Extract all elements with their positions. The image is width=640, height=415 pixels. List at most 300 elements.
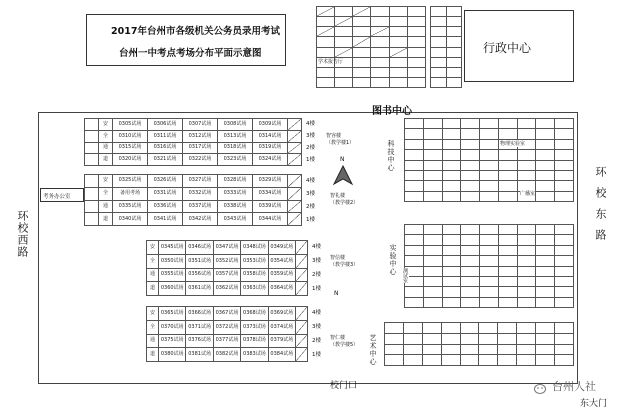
side-mark: 全 [147,255,159,269]
grid-cell [443,235,462,245]
exam-room: 0379试场 [269,335,296,349]
ceshi-tag: 测试室 [402,268,408,283]
exam-room: 0356试场 [186,269,213,283]
grid-cell [385,345,404,356]
grid-cell [480,235,499,245]
grid-cell [404,345,423,356]
floor-label: 2楼 [312,272,321,278]
grid-cell [555,181,574,191]
compass-icon [332,164,354,190]
top-right-small-grid [430,6,462,88]
grid-cell [479,323,498,334]
grid-cell [461,119,480,129]
grid-cell [536,119,555,129]
grid-cell [424,181,443,191]
grid-cell [461,171,480,181]
grid-cell [517,334,536,345]
exam-room: 0364试场 [269,282,296,296]
exam-block-4 [146,306,308,362]
grid-cell [424,140,443,150]
grid-cell [536,192,555,202]
grid-cell [480,277,499,287]
grid-cell [499,119,518,129]
grid-cell [461,256,480,266]
exam-room: 0307试场 [183,119,218,131]
grid-cell [480,287,499,297]
science-center-grid [404,118,574,202]
grid-cell [405,150,424,160]
title-box [86,14,286,66]
grid-cell [536,256,555,266]
grid-cell [517,355,536,366]
floor-label: 3楼 [312,258,321,264]
library-center-label: 图书中心 [372,106,412,117]
exam-room: 0333试场 [218,188,253,201]
grid-cell [555,150,574,160]
grid-cell [424,277,443,287]
grid-cell [480,119,499,129]
grid-cell [555,256,574,266]
lab-center-grid [404,224,574,308]
grid-cell [424,267,443,277]
art-center-label: 艺术中心 [369,334,377,366]
exam-room: 0324试场 [253,154,288,166]
side-mark: 安 [147,241,159,255]
floor-label: 2楼 [306,145,315,151]
grid-cell [499,287,518,297]
exam-room: 0376试场 [186,335,213,349]
grid-cell [461,298,480,308]
exam-room: 0366试场 [186,307,213,321]
exam-room: 0341试场 [148,213,183,226]
grid-cell [443,171,462,181]
side-mark: 安 [99,119,113,131]
grid-cell [479,355,498,366]
grid-cell [480,171,499,181]
grid-cell [405,140,424,150]
grid-cell [405,129,424,139]
grid-cell [518,298,537,308]
grid-cell [536,287,555,297]
grid-cell [499,171,518,181]
north-label-2: N [334,290,339,297]
side-mark: 安 [147,307,159,321]
watermark-label: 台州人社 [552,380,596,393]
grid-cell [480,161,499,171]
grid-cell [443,267,462,277]
exam-room: 0380试场 [159,348,186,362]
grid-cell [499,192,518,202]
grid-cell [518,150,537,160]
exam-room: 0360试场 [159,282,186,296]
grid-cell [518,246,537,256]
grid-cell [424,171,443,181]
title-line1: 2017年台州市各级机关公务员录用考试 [111,26,280,37]
grid-cell [461,235,480,245]
grid-cell [405,246,424,256]
floor-label: 4楼 [312,244,321,250]
grid-cell [424,192,443,202]
grid-cell [518,267,537,277]
grid-cell [424,119,443,129]
grid-cell [461,287,480,297]
grid-cell [499,150,518,160]
grid-cell [405,181,424,191]
grid-cell [461,129,480,139]
exam-office-box [40,188,84,202]
grid-cell [443,150,462,160]
exam-room: 0348试场 [241,241,268,255]
exam-room: 0337试场 [183,201,218,214]
exam-room: 0313试场 [218,131,253,143]
grid-cell [518,119,537,129]
grid-cell [442,334,461,345]
building-label: 智礼楼 （教学楼2） [330,193,359,206]
exam-block-3 [146,240,308,296]
grid-cell [480,181,499,191]
grid-cell [499,256,518,266]
exam-room: 0335试场 [113,201,148,214]
grid-cell [499,225,518,235]
exam-room: 0370试场 [159,321,186,335]
exam-room: 0305试场 [113,119,148,131]
exam-room: 0308试场 [218,119,253,131]
grid-cell [555,287,574,297]
grid-cell [405,119,424,129]
east-road-label: 环校东路 [594,166,607,250]
floor-label: 2楼 [312,338,321,344]
grid-cell [518,235,537,245]
building-label: 智仁楼 （教学楼5） [330,335,359,348]
grid-cell [461,150,480,160]
exam-room: 0365试场 [159,307,186,321]
grid-cell [479,334,498,345]
grid-cell [424,225,443,235]
grid-cell [536,129,555,139]
admin-center-box [464,10,574,82]
floor-label: 1楼 [312,286,321,292]
grid-cell [479,345,498,356]
exam-room: 0378试场 [241,335,268,349]
exam-room: 0316试场 [148,143,183,155]
grid-cell [536,150,555,160]
exam-room: 0319试场 [253,143,288,155]
grid-cell [423,355,442,366]
grid-cell [442,323,461,334]
grid-cell [536,161,555,171]
exam-room: 0374试场 [269,321,296,335]
grid-cell [536,323,555,334]
grid-cell [555,129,574,139]
side-mark: 全 [99,131,113,143]
grid-cell [405,161,424,171]
grid-cell [555,119,574,129]
exam-room: 0383试场 [241,348,268,362]
grid-cell [555,323,574,334]
grid-cell [461,225,480,235]
exam-room: 0358试场 [241,269,268,283]
grid-cell [424,298,443,308]
exam-room: 0332试场 [183,188,218,201]
grid-cell [461,345,480,356]
west-road-label: 环校西路 [16,210,29,258]
grid-cell [405,256,424,266]
floor-label: 2楼 [306,204,315,210]
grid-cell [461,323,480,334]
grid-cell [555,334,574,345]
grid-cell [443,277,462,287]
grid-cell [443,298,462,308]
grid-cell [443,246,462,256]
grid-cell [424,150,443,160]
exam-room: 0362试场 [214,282,241,296]
exam-room: 0377试场 [214,335,241,349]
exam-block-2 [84,174,302,226]
grid-cell [443,119,462,129]
grid-cell [536,334,555,345]
grid-cell [442,355,461,366]
exam-room: 0346试场 [186,241,213,255]
grid-cell [443,225,462,235]
exam-room: 0381试场 [186,348,213,362]
grid-cell [555,246,574,256]
grid-cell [461,334,480,345]
exam-room: 0323试场 [218,154,253,166]
exam-room: 0369试场 [269,307,296,321]
grid-cell [555,225,574,235]
exam-room: 0363试场 [241,282,268,296]
exam-room: 0349试场 [269,241,296,255]
grid-cell [461,267,480,277]
floor-label: 4楼 [306,121,315,127]
grid-cell [499,161,518,171]
exam-office-label: 考务办公室 [43,194,71,200]
grid-cell [443,161,462,171]
grid-cell [499,267,518,277]
grid-cell [424,256,443,266]
grid-cell [536,355,555,366]
side-mark: 道 [99,213,113,226]
grid-cell [518,129,537,139]
side-mark: 道 [147,282,159,296]
side-mark: 通 [147,269,159,283]
grid-cell [498,345,517,356]
exam-room: 0359试场 [269,269,296,283]
grid-cell [424,235,443,245]
grid-cell [480,129,499,139]
floor-label: 3楼 [306,133,315,139]
exam-room: 0322试场 [183,154,218,166]
grid-cell [555,140,574,150]
grid-cell [555,267,574,277]
lab-tag: 物理实验室 [500,141,526,147]
grid-cell [443,256,462,266]
exam-room: 0334试场 [253,188,288,201]
grid-cell [555,298,574,308]
grid-cell [461,246,480,256]
grid-cell [405,298,424,308]
top-small-label: 学术报告厅 [318,59,344,65]
exam-room: 0331试场 [148,188,183,201]
exam-room: 0312试场 [183,131,218,143]
exam-room: 0357试场 [214,269,241,283]
grid-cell [480,140,499,150]
grid-cell [385,334,404,345]
grid-cell [518,225,537,235]
grid-cell [424,129,443,139]
grid-cell [518,287,537,297]
exam-room: 0343试场 [218,213,253,226]
exam-room: 0321试场 [148,154,183,166]
exam-room: 0353试场 [241,255,268,269]
grid-cell [518,161,537,171]
exam-room: 0375试场 [159,335,186,349]
grid-cell [555,192,574,202]
wechat-icon [534,380,548,392]
exam-room: 0338试场 [218,201,253,214]
grid-cell [423,323,442,334]
science-center-label: 科技中心 [387,140,395,172]
grid-cell [385,323,404,334]
grid-cell [499,298,518,308]
exam-room: 0311试场 [148,131,183,143]
grid-cell [536,235,555,245]
grid-cell [461,181,480,191]
exam-room: 0372试场 [214,321,241,335]
guang-tag: 广播室 [520,191,536,197]
grid-cell [536,171,555,181]
building-label: 智信楼 （教学楼3） [330,255,359,268]
side-mark: 全 [99,188,113,201]
grid-cell [555,345,574,356]
grid-cell [536,298,555,308]
exam-room: 0350试场 [159,255,186,269]
floor-label: 3楼 [312,324,321,330]
exam-room: 0384试场 [269,348,296,362]
exam-room: 0336试场 [148,201,183,214]
building-label: 智容楼 （教学楼1） [326,133,355,146]
grid-cell [536,181,555,191]
exam-room: 0352试场 [214,255,241,269]
grid-cell [405,192,424,202]
floor-label: 1楼 [312,352,321,358]
grid-cell [536,140,555,150]
grid-cell [443,287,462,297]
exam-room: 0347试场 [214,241,241,255]
side-mark: 全 [147,321,159,335]
grid-cell [536,345,555,356]
side-mark: 通 [99,201,113,214]
exam-room: 0371试场 [186,321,213,335]
exam-room: 0317试场 [183,143,218,155]
grid-cell [480,192,499,202]
exam-room: 0345试场 [159,241,186,255]
exam-room: 0309试场 [253,119,288,131]
grid-cell [443,181,462,191]
grid-cell [536,225,555,235]
grid-cell [499,129,518,139]
grid-cell [443,140,462,150]
exam-room: 0368试场 [241,307,268,321]
grid-cell [442,345,461,356]
grid-cell [555,277,574,287]
exam-block-1 [84,118,302,166]
grid-cell [536,277,555,287]
grid-cell [423,334,442,345]
exam-room: 0355试场 [159,269,186,283]
admin-center-label: 行政中心 [483,41,532,55]
exam-room: 0320试场 [113,154,148,166]
grid-cell [461,140,480,150]
grid-cell [536,246,555,256]
grid-cell [385,355,404,366]
grid-cell [480,298,499,308]
grid-cell [480,225,499,235]
grid-cell [480,246,499,256]
exam-room: 0340试场 [113,213,148,226]
east-gate-label: 东大门 [580,399,608,409]
grid-cell [499,277,518,287]
exam-room: 0326试场 [148,175,183,188]
grid-cell [499,246,518,256]
exam-room: 0361试场 [186,282,213,296]
grid-cell [405,225,424,235]
grid-cell [424,161,443,171]
grid-cell [518,171,537,181]
grid-cell [555,355,574,366]
side-mark: 通 [147,335,159,349]
exam-room: 0373试场 [241,321,268,335]
exam-room: 0354试场 [269,255,296,269]
grid-cell [423,345,442,356]
grid-cell [424,287,443,297]
grid-cell [518,277,537,287]
grid-cell [404,323,423,334]
grid-cell [480,150,499,160]
exam-room: 0382试场 [214,348,241,362]
grid-cell [461,277,480,287]
art-center-grid [384,322,574,366]
grid-cell [424,246,443,256]
grid-cell [404,355,423,366]
grid-cell [499,181,518,191]
floor-label: 3楼 [306,191,315,197]
exam-room: 0328试场 [218,175,253,188]
floor-label: 4楼 [306,178,315,184]
grid-cell [480,267,499,277]
exam-room: 0351试场 [186,255,213,269]
side-mark: 通 [99,143,113,155]
exam-room: 0306试场 [148,119,183,131]
grid-cell [443,192,462,202]
school-gate-label: 校门口 [330,381,358,391]
grid-cell [536,267,555,277]
side-mark: 安 [99,175,113,188]
grid-cell [498,355,517,366]
exam-room: 0315试场 [113,143,148,155]
exam-room: 0342试场 [183,213,218,226]
grid-cell [461,161,480,171]
grid-cell [555,171,574,181]
side-mark: 道 [99,154,113,166]
grid-cell [461,192,480,202]
exam-room: 0367试场 [214,307,241,321]
exam-room: 0318试场 [218,143,253,155]
exam-room: 0325试场 [113,175,148,188]
grid-cell [518,256,537,266]
exam-room: 0329试场 [253,175,288,188]
floor-label: 1楼 [306,157,315,163]
